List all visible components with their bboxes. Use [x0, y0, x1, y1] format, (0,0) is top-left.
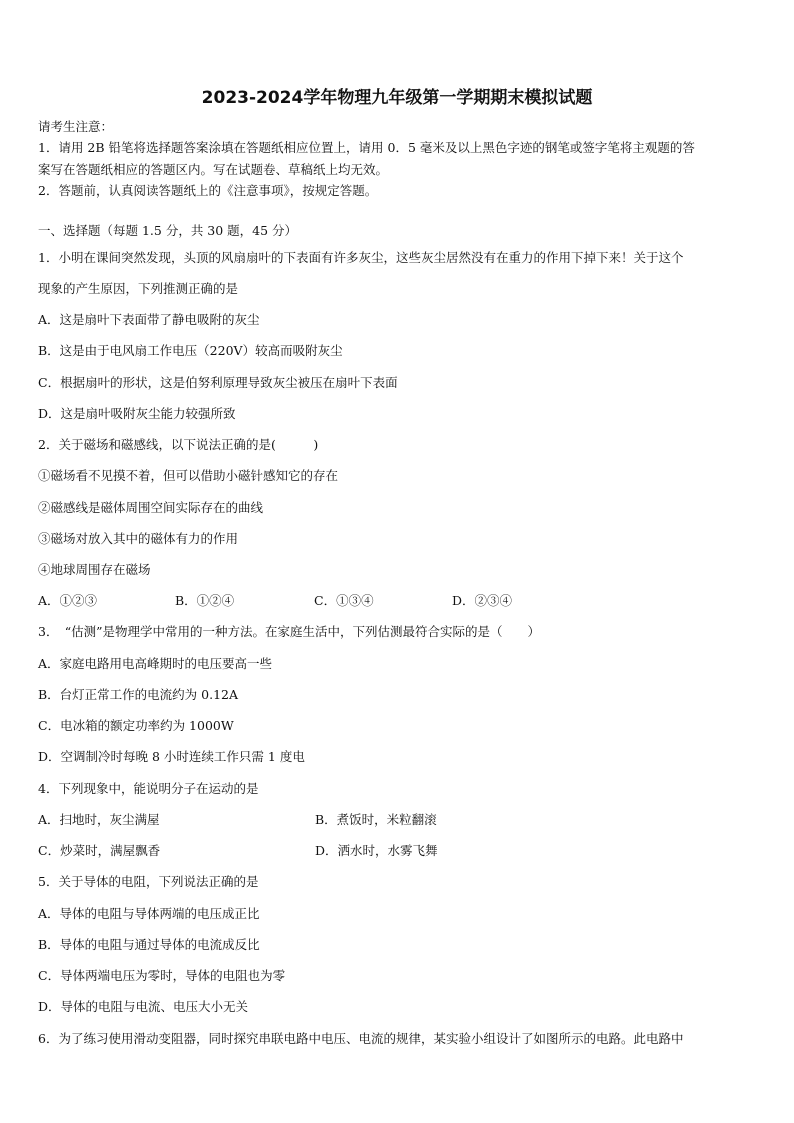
question-2-statement-4: ④地球周围存在磁场: [38, 562, 151, 577]
question-2-statement-3: ③磁场对放入其中的磁体有力的作用: [38, 531, 239, 546]
question-5-stem: 5．关于导体的电阻，下列说法正确的是: [38, 874, 259, 889]
question-4-option-d: D．洒水时，水雾飞舞: [315, 843, 438, 858]
question-4-option-c: C．炒菜时，满屋飘香: [38, 843, 161, 858]
question-2-option-c: C．①③④: [314, 593, 374, 608]
notice-heading: 请考生注意：: [38, 119, 114, 134]
question-4-stem: 4．下列现象中，能说明分子在运动的是: [38, 781, 259, 796]
question-1-option-c: C．根据扇叶的形状，这是伯努利原理导致灰尘被压在扇叶下表面: [38, 375, 398, 390]
notice-item-1-line-1: 1．请用 2B 铅笔将选择题答案涂填在答题纸相应位置上，请用 0．5 毫米及以上黑色字迹的钢笔或签字笔将主观题的答: [38, 140, 695, 155]
question-2-stem: 2．关于磁场和磁感线，以下说法正确的是( ): [38, 437, 319, 452]
question-4-option-b: B．煮饭时，米粒翻滚: [315, 812, 437, 827]
question-2-option-b: B．①②④: [175, 593, 235, 608]
question-2-option-d: D．②③④: [452, 593, 513, 608]
question-1-option-b: B．这是由于电风扇工作电压（220V）较高而吸附灰尘: [38, 343, 343, 358]
notice-item-2: 2．答题前，认真阅读答题纸上的《注意事项》，按规定答题。: [38, 183, 378, 198]
question-3-option-c: C．电冰箱的额定功率约为 1000W: [38, 718, 234, 733]
question-2-option-a: A．①②③: [38, 593, 98, 608]
question-1-option-d: D．这是扇叶吸附灰尘能力较强所致: [38, 406, 236, 421]
question-5-option-d: D．导体的电阻与电流、电压大小无关: [38, 999, 249, 1014]
question-2-statement-2: ②磁感线是磁体周围空间实际存在的曲线: [38, 500, 264, 515]
notice-item-1-line-2: 案写在答题纸相应的答题区内。写在试题卷、草稿纸上均无效。: [38, 162, 389, 177]
question-1-stem-line-1: 1．小明在课间突然发现，头顶的风扇扇叶的下表面有许多灰尘，这些灰尘居然没有在重力的作用下掉下来！关于这个: [38, 250, 684, 265]
page-title: 2023-2024学年物理九年级第一学期期末模拟试题: [201, 88, 593, 108]
question-2-statement-1: ①磁场看不见摸不着，但可以借助小磁针感知它的存在: [38, 468, 339, 483]
question-3-option-b: B．台灯正常工作的电流约为 0.12A: [38, 687, 239, 702]
question-5-option-a: A．导体的电阻与导体两端的电压成正比: [38, 906, 260, 921]
question-5-option-b: B．导体的电阻与通过导体的电流成反比: [38, 937, 260, 952]
question-5-option-c: C．导体两端电压为零时，导体的电阻也为零: [38, 968, 286, 983]
question-4-option-a: A．扫地时，灰尘满屋: [38, 812, 160, 827]
question-1-stem-line-2: 现象的产生原因，下列推测正确的是: [38, 281, 239, 296]
question-3-option-a: A．家庭电路用电高峰期时的电压要高一些: [38, 656, 273, 671]
question-3-option-d: D．空调制冷时每晚 8 小时连续工作只需 1 度电: [38, 749, 305, 764]
question-1-option-a: A．这是扇叶下表面带了静电吸附的灰尘: [38, 312, 260, 327]
question-3-stem: 3． “估测”是物理学中常用的一种方法。在家庭生活中，下列估测最符合实际的是（ ）: [38, 624, 540, 639]
section-heading-choice: 一、选择题（每题 1.5 分，共 30 题，45 分）: [38, 223, 298, 238]
question-6-stem-line-1: 6．为了练习使用滑动变阻器，同时探究串联电路中电压、电流的规律，某实验小组设计了如图所示的电路。此电路中: [38, 1031, 684, 1046]
question-2-options: [38, 592, 542, 610]
